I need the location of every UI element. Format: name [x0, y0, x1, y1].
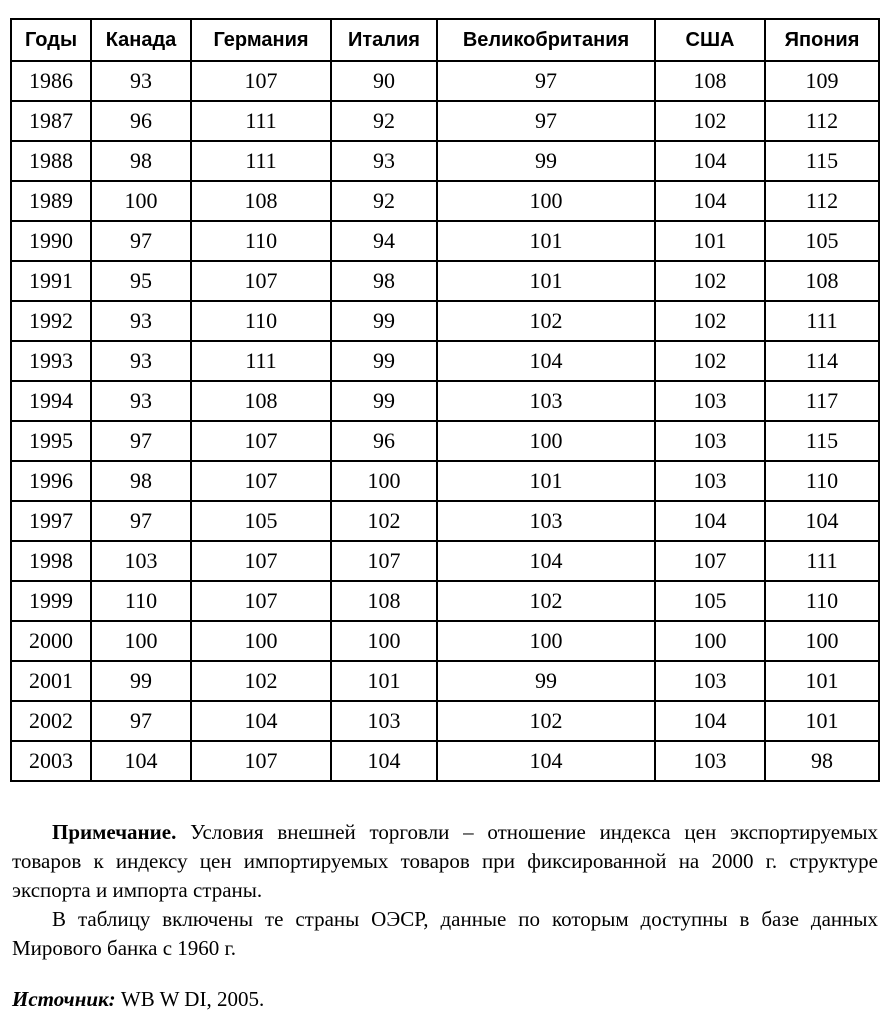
value-cell: 100: [91, 181, 191, 221]
value-cell: 92: [331, 101, 437, 141]
value-cell: 108: [765, 261, 879, 301]
value-cell: 105: [655, 581, 765, 621]
value-cell: 93: [91, 341, 191, 381]
column-header: Италия: [331, 19, 437, 61]
value-cell: 97: [437, 101, 655, 141]
value-cell: 102: [331, 501, 437, 541]
value-cell: 103: [437, 381, 655, 421]
value-cell: 99: [331, 301, 437, 341]
value-cell: 104: [655, 181, 765, 221]
table-note: [12, 818, 878, 963]
value-cell: 117: [765, 381, 879, 421]
year-cell: 1989: [11, 181, 91, 221]
value-cell: 102: [655, 301, 765, 341]
value-cell: 101: [765, 661, 879, 701]
year-cell: 2000: [11, 621, 91, 661]
value-cell: 101: [437, 221, 655, 261]
note-paragraph-2: В таблицу включены те страны ОЭСР, данные по которым доступны в базе данных Мирового банка с 1960 г.: [12, 907, 878, 960]
year-cell: 1997: [11, 501, 91, 541]
value-cell: 104: [331, 741, 437, 781]
value-cell: 104: [765, 501, 879, 541]
value-cell: 97: [91, 501, 191, 541]
value-cell: 102: [437, 301, 655, 341]
value-cell: 107: [191, 421, 331, 461]
value-cell: 98: [91, 461, 191, 501]
table-row: [11, 141, 879, 181]
table-row: [11, 341, 879, 381]
value-cell: 93: [331, 141, 437, 181]
table-row: [11, 101, 879, 141]
table-row: [11, 261, 879, 301]
value-cell: 110: [765, 581, 879, 621]
value-cell: 90: [331, 61, 437, 101]
value-cell: 107: [191, 541, 331, 581]
column-header: Великобритания: [437, 19, 655, 61]
value-cell: 100: [437, 621, 655, 661]
value-cell: 103: [655, 421, 765, 461]
value-cell: 111: [765, 301, 879, 341]
value-cell: 112: [765, 181, 879, 221]
value-cell: 107: [191, 61, 331, 101]
value-cell: 97: [91, 701, 191, 741]
value-cell: 103: [655, 381, 765, 421]
value-cell: 93: [91, 301, 191, 341]
value-cell: 110: [91, 581, 191, 621]
value-cell: 101: [437, 461, 655, 501]
value-cell: 103: [655, 461, 765, 501]
value-cell: 104: [437, 741, 655, 781]
year-cell: 1995: [11, 421, 91, 461]
value-cell: 100: [91, 621, 191, 661]
column-header: Канада: [91, 19, 191, 61]
source-text: WB W DI, 2005.: [115, 987, 265, 1011]
value-cell: 107: [191, 581, 331, 621]
value-cell: 101: [331, 661, 437, 701]
value-cell: 103: [331, 701, 437, 741]
value-cell: 110: [191, 221, 331, 261]
value-cell: 104: [91, 741, 191, 781]
value-cell: 97: [91, 421, 191, 461]
value-cell: 97: [91, 221, 191, 261]
table-row: [11, 461, 879, 501]
value-cell: 103: [655, 741, 765, 781]
value-cell: 104: [437, 341, 655, 381]
value-cell: 104: [437, 541, 655, 581]
column-header: США: [655, 19, 765, 61]
value-cell: 111: [191, 341, 331, 381]
value-cell: 99: [91, 661, 191, 701]
value-cell: 103: [437, 501, 655, 541]
column-header: Годы: [11, 19, 91, 61]
source-line: [12, 986, 264, 1012]
table-body: [11, 61, 879, 781]
year-cell: 1998: [11, 541, 91, 581]
value-cell: 108: [191, 181, 331, 221]
year-cell: 1993: [11, 341, 91, 381]
column-header: Япония: [765, 19, 879, 61]
table-row: [11, 61, 879, 101]
source-label: Источник:: [12, 987, 116, 1011]
value-cell: 108: [331, 581, 437, 621]
year-cell: 2003: [11, 741, 91, 781]
value-cell: 108: [655, 61, 765, 101]
value-cell: 95: [91, 261, 191, 301]
table-row: [11, 381, 879, 421]
value-cell: 100: [331, 621, 437, 661]
value-cell: 101: [765, 701, 879, 741]
value-cell: 104: [655, 701, 765, 741]
value-cell: 107: [191, 461, 331, 501]
value-cell: 99: [437, 141, 655, 181]
value-cell: 98: [91, 141, 191, 181]
value-cell: 93: [91, 61, 191, 101]
value-cell: 102: [191, 661, 331, 701]
value-cell: 100: [191, 621, 331, 661]
value-cell: 105: [191, 501, 331, 541]
value-cell: 100: [437, 181, 655, 221]
table-row: [11, 741, 879, 781]
value-cell: 107: [191, 261, 331, 301]
value-cell: 110: [765, 461, 879, 501]
table-row: [11, 501, 879, 541]
value-cell: 102: [437, 701, 655, 741]
column-header: Германия: [191, 19, 331, 61]
table-row: [11, 221, 879, 261]
value-cell: 92: [331, 181, 437, 221]
value-cell: 104: [655, 501, 765, 541]
value-cell: 105: [765, 221, 879, 261]
table-row: [11, 701, 879, 741]
value-cell: 100: [331, 461, 437, 501]
terms-of-trade-table: [10, 18, 880, 782]
value-cell: 114: [765, 341, 879, 381]
year-cell: 1990: [11, 221, 91, 261]
value-cell: 98: [331, 261, 437, 301]
value-cell: 107: [655, 541, 765, 581]
value-cell: 108: [191, 381, 331, 421]
value-cell: 111: [765, 541, 879, 581]
year-cell: 1991: [11, 261, 91, 301]
value-cell: 100: [655, 621, 765, 661]
value-cell: 107: [331, 541, 437, 581]
table-row: [11, 661, 879, 701]
value-cell: 109: [765, 61, 879, 101]
value-cell: 96: [91, 101, 191, 141]
year-cell: 1988: [11, 141, 91, 181]
value-cell: 115: [765, 421, 879, 461]
value-cell: 101: [437, 261, 655, 301]
value-cell: 102: [437, 581, 655, 621]
table-row: [11, 421, 879, 461]
year-cell: 1986: [11, 61, 91, 101]
year-cell: 1994: [11, 381, 91, 421]
value-cell: 102: [655, 101, 765, 141]
value-cell: 100: [765, 621, 879, 661]
table-row: [11, 621, 879, 661]
year-cell: 1987: [11, 101, 91, 141]
table-row: [11, 541, 879, 581]
value-cell: 103: [655, 661, 765, 701]
value-cell: 107: [191, 741, 331, 781]
table-row: [11, 301, 879, 341]
year-cell: 1992: [11, 301, 91, 341]
value-cell: 99: [331, 381, 437, 421]
value-cell: 102: [655, 341, 765, 381]
value-cell: 100: [437, 421, 655, 461]
value-cell: 93: [91, 381, 191, 421]
value-cell: 96: [331, 421, 437, 461]
table-row: [11, 581, 879, 621]
table-header-row: [11, 19, 879, 61]
value-cell: 111: [191, 141, 331, 181]
value-cell: 115: [765, 141, 879, 181]
value-cell: 112: [765, 101, 879, 141]
year-cell: 1999: [11, 581, 91, 621]
value-cell: 102: [655, 261, 765, 301]
value-cell: 98: [765, 741, 879, 781]
year-cell: 2002: [11, 701, 91, 741]
value-cell: 111: [191, 101, 331, 141]
value-cell: 101: [655, 221, 765, 261]
value-cell: 104: [191, 701, 331, 741]
year-cell: 2001: [11, 661, 91, 701]
table-row: [11, 181, 879, 221]
value-cell: 104: [655, 141, 765, 181]
value-cell: 94: [331, 221, 437, 261]
value-cell: 99: [331, 341, 437, 381]
value-cell: 103: [91, 541, 191, 581]
note-paragraph: [12, 818, 878, 905]
value-cell: 99: [437, 661, 655, 701]
note-text: Условия внешней торговли – отношение индекса цен экспортируемых товаров к индексу цен импортируемых товаров при фиксированной на 2000 г. структуре экспорта и импорта страны.: [12, 820, 878, 902]
year-cell: 1996: [11, 461, 91, 501]
value-cell: 110: [191, 301, 331, 341]
value-cell: 97: [437, 61, 655, 101]
note-label: Примечание.: [52, 820, 177, 844]
